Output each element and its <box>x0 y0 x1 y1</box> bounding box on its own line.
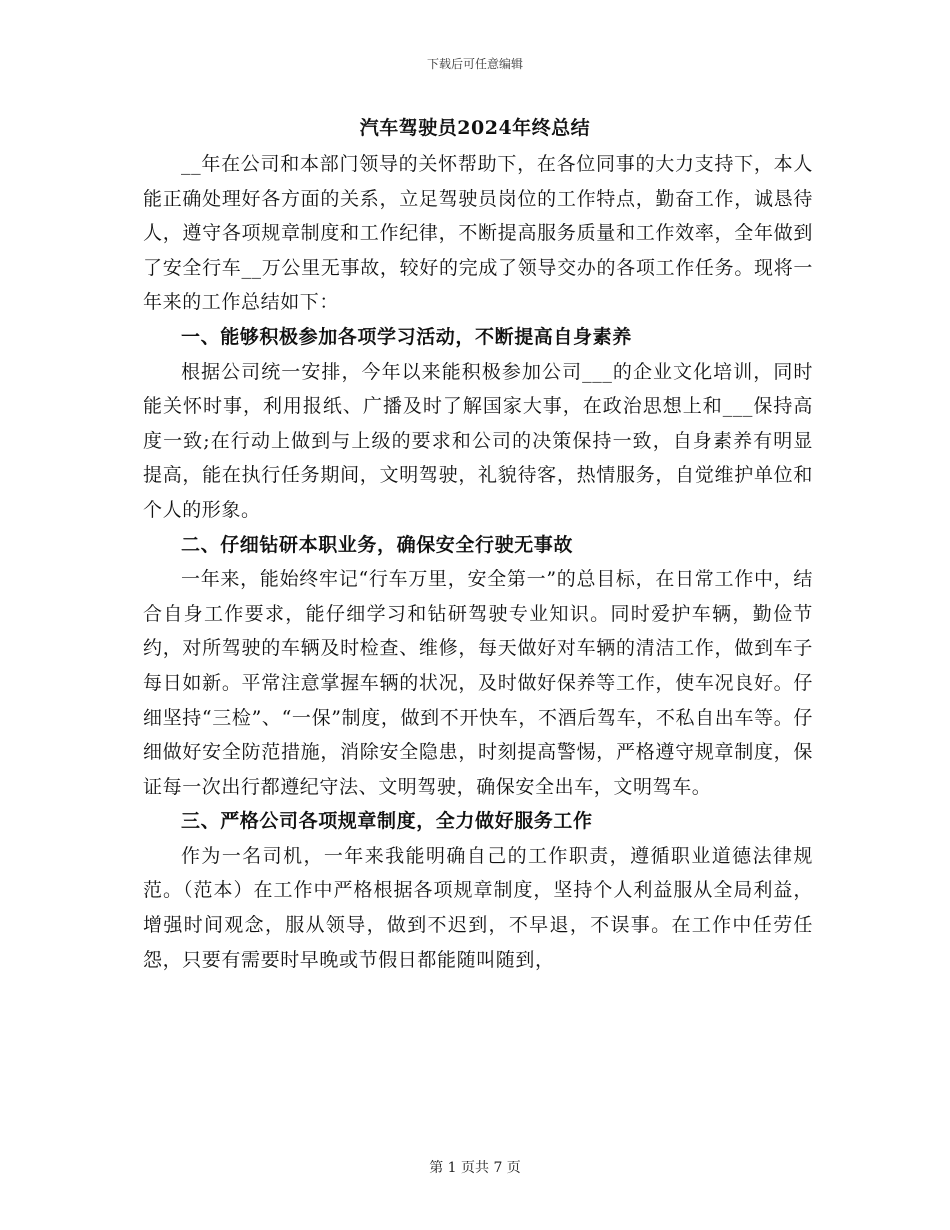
document-title: 汽车驾驶员2024年终总结 <box>359 117 591 139</box>
section-1-heading: 一、能够积极参加各项学习活动，不断提高自身素养 <box>181 325 632 348</box>
section-3-heading: 三、严格公司各项规章制度，全力做好服务工作 <box>181 810 593 833</box>
section-3-paragraph: 作为一名司机，一年来我能明确自己的工作职责，遵循职业道德法律规范。（范本）在工作中严格根据各项规章制度，坚持个人利益服从全局利益，增强时间观念，服从领导，做到不迟到，不早退，不误事。在工作中任劳任怨，只要有需要时早晚或节假日都能随叫随到， <box>143 844 813 971</box>
page-footer: 第 1 页共 7 页 <box>429 1160 521 1176</box>
document-body <box>143 147 813 977</box>
section-1-paragraph: 根据公司统一安排，今年以来能积极参加公司___的企业文化培训，同时能关怀时事，利用报纸、广播及时了解国家大事，在政治思想上和___保持高度一致;在行动上做到与上级的要求和公司的决策保持一致，自身素养有明显提高，能在执行任务期间，文明驾驶，礼貌待客，热情服务，自觉维护单位和个人的形象。 <box>143 360 813 521</box>
section-2-paragraph: 一年来，能始终牢记“行车万里，安全第一”的总目标，在日常工作中，结合自身工作要求，能仔细学习和钻研驾驶专业知识。同时爱护车辆，勤俭节约，对所驾驶的车辆及时检查、维修，每天做好对车辆的清洁工作，做到车子每日如新。平常注意掌握车辆的状况，及时做好保养等工作，使车况良好。仔细坚持“三检”、“一保”制度，做到不开快车，不酒后驾车，不私自出车等。仔细做好安全防范措施，消除安全隐患，时刻提高警惕，严格遵守规章制度，保证每一次出行都遵纪守法、文明驾驶，确保安全出车，文明驾车。 <box>143 568 813 798</box>
header-note: 下载后可任意编辑 <box>426 57 523 71</box>
intro-paragraph: __年在公司和本部门领导的关怀帮助下，在各位同事的大力支持下，本人能正确处理好各方面的关系，立足驾驶员岗位的工作特点，勤奋工作，诚恳待人，遵守各项规章制度和工作纪律，不断提高服务质量和工作效率，全年做到了安全行车__万公里无事故，较好的完成了领导交办的各项工作任务。现将一年来的工作总结如下： <box>143 153 813 314</box>
section-2-heading: 二、仔细钻研本职业务，确保安全行驶无事故 <box>181 533 574 556</box>
